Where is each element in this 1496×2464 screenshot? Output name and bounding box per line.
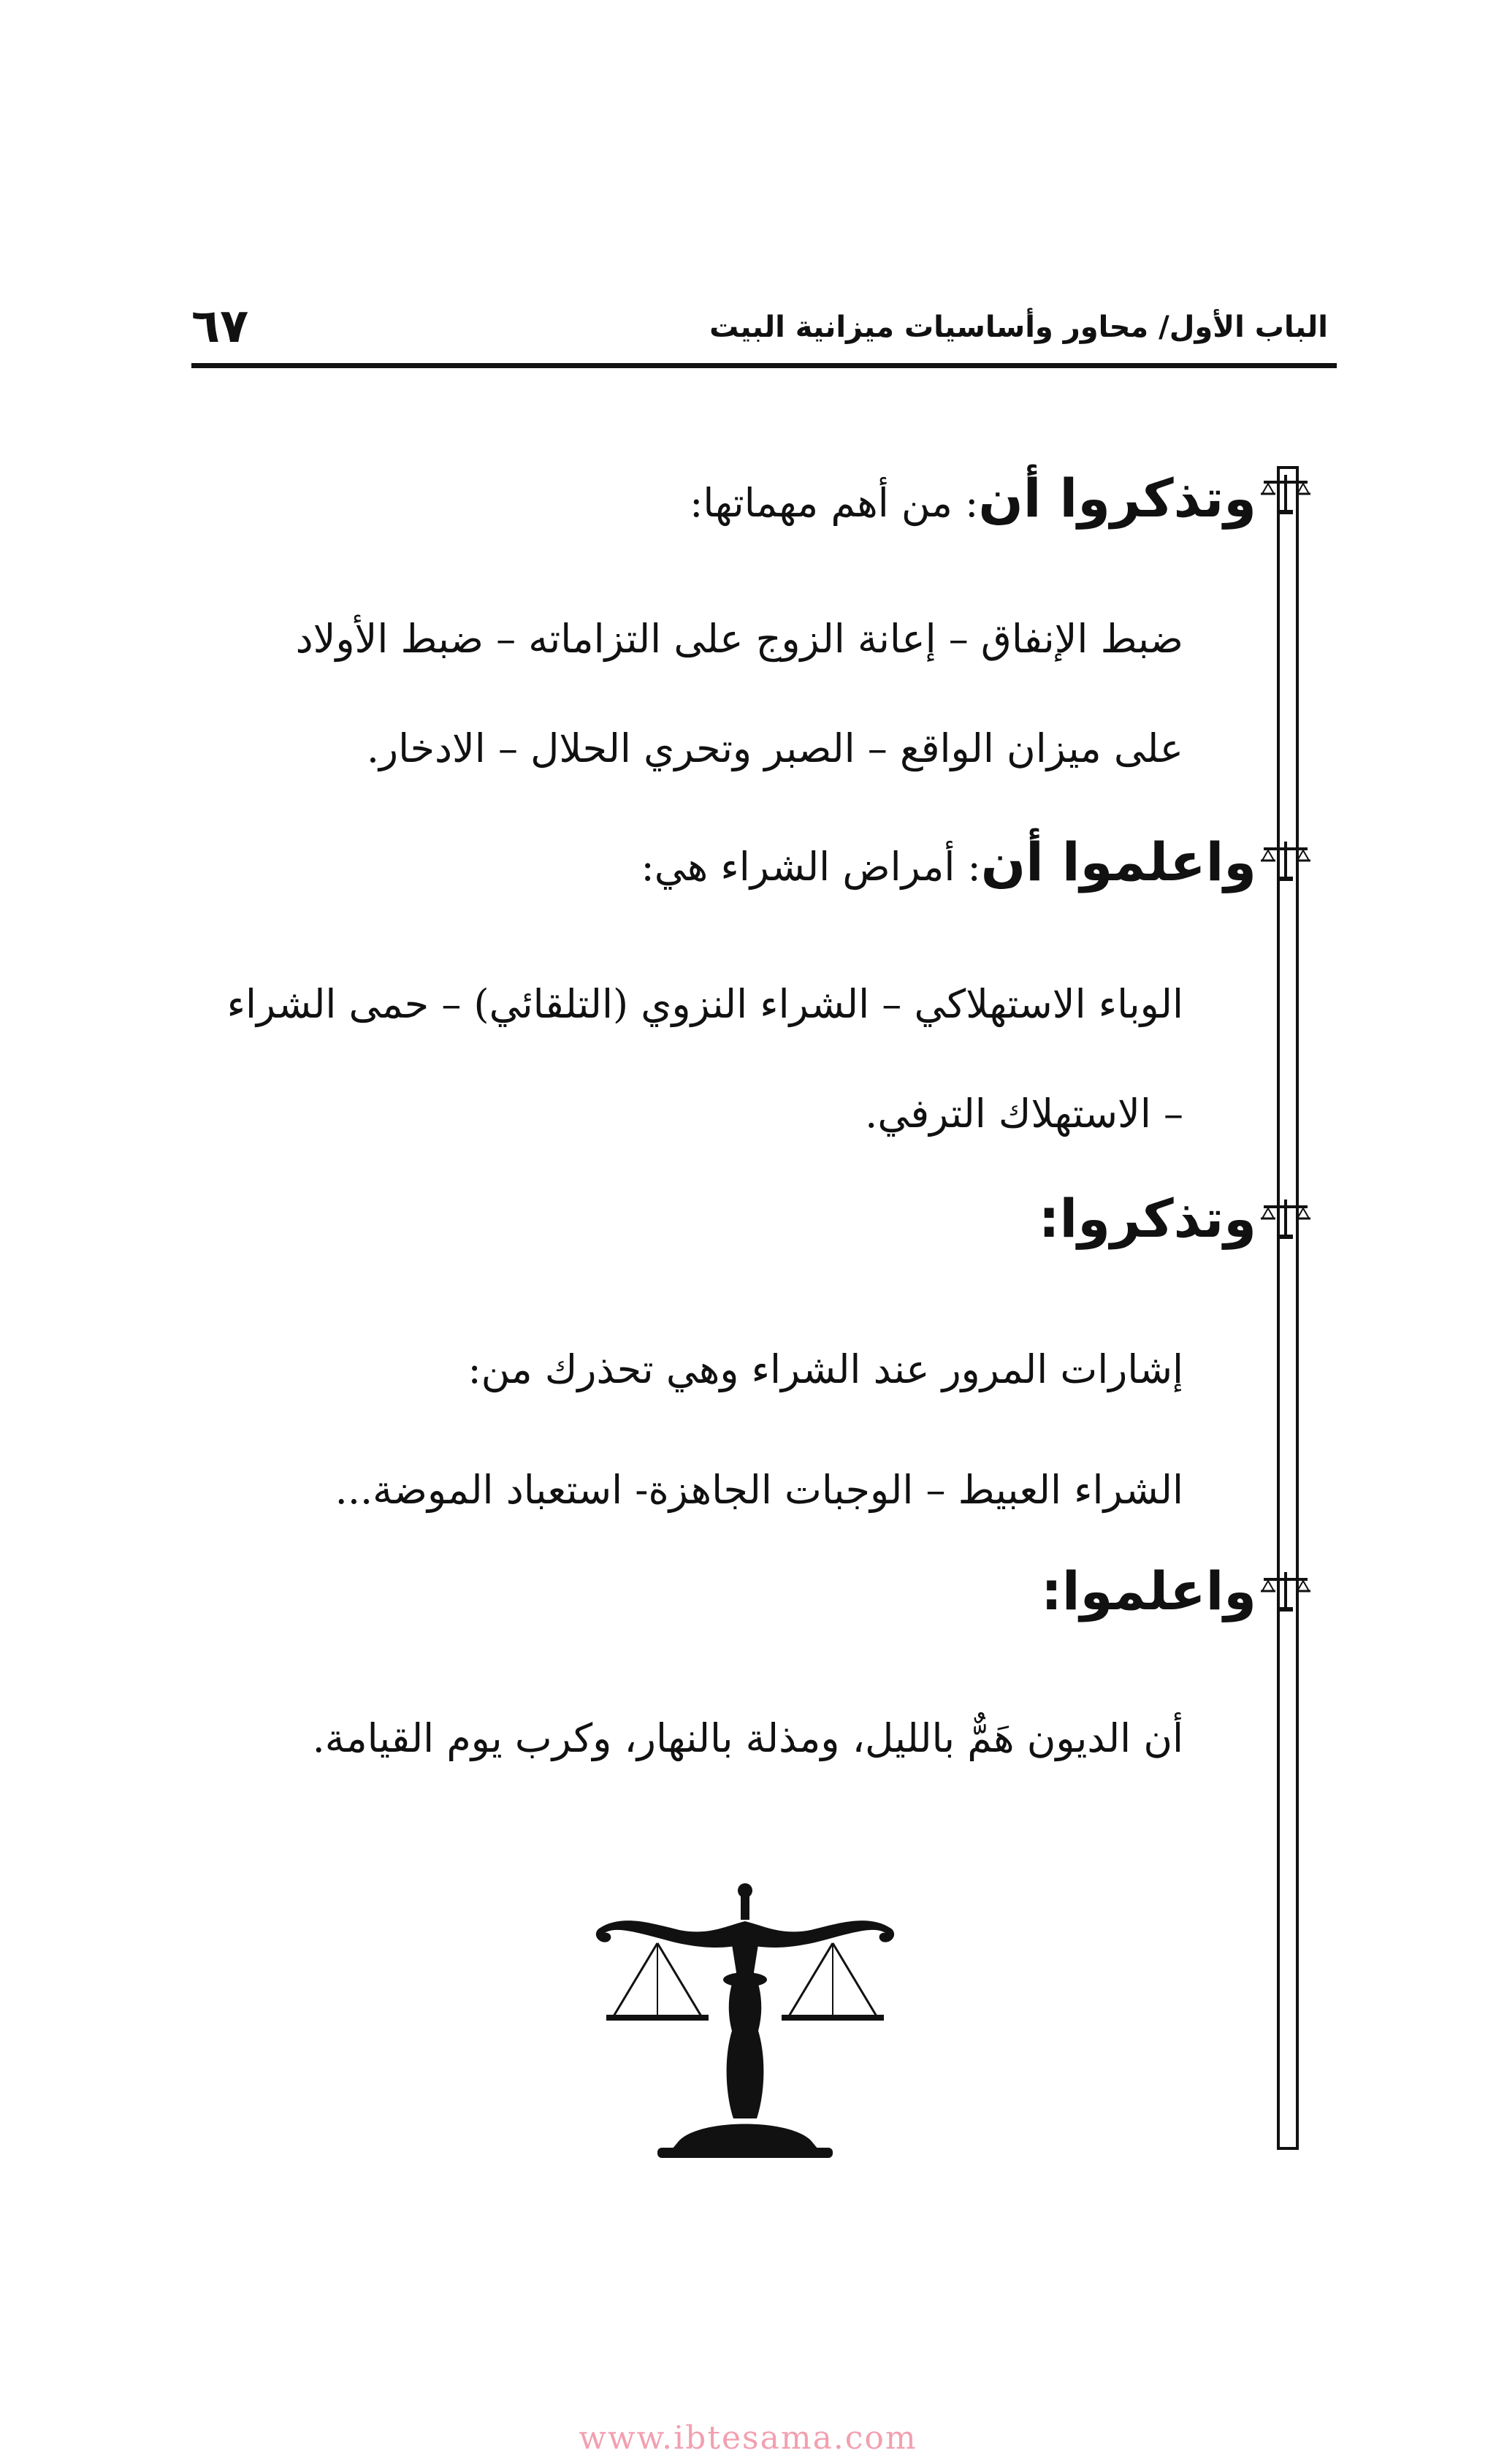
section-heading [641, 831, 1257, 893]
heading-text: : أمراض الشراء هي: [641, 844, 981, 890]
paragraph-line: أن الديون هَمٌّ بالليل، ومذلة بالنهار، وكرب يوم القيامة. [312, 1715, 1183, 1761]
paragraph-line: إشارات المرور عند الشراء وهي تحذرك من: [468, 1346, 1183, 1392]
side-bar [1277, 466, 1299, 2150]
heading-text: : من أهم مهماتها: [690, 480, 979, 526]
balance-scale-icon [1258, 1197, 1313, 1240]
heading-highlight: وتذكروا أن [978, 468, 1256, 529]
running-header-title: الباب الأول/ محاور وأساسيات ميزانية البيت [709, 310, 1328, 344]
paragraph-line: الوباء الاستهلاكي – الشراء النزوي (التلقائي) – حمى الشراء [226, 981, 1183, 1027]
page-number: ٦٧ [191, 300, 249, 354]
heading-highlight: واعلموا أن [980, 831, 1256, 893]
section-heading [690, 468, 1256, 529]
balance-scale-illustration [570, 1877, 920, 2170]
paragraph-line: الشراء العبيط – الوجبات الجاهزة- استعباد الموضة... [335, 1467, 1183, 1513]
paragraph-line: على ميزان الواقع – الصبر وتحري الحلال – الادخار. [366, 725, 1183, 771]
heading-highlight: وتذكروا: [1038, 1188, 1256, 1249]
paragraph-line: – الاستهلاك الترفي. [865, 1091, 1183, 1137]
section-heading [1039, 1188, 1256, 1249]
balance-scale-icon [1258, 472, 1313, 516]
header-rule [191, 363, 1337, 368]
heading-highlight: واعلموا: [1041, 1560, 1256, 1622]
section-heading [1041, 1560, 1256, 1622]
paragraph-line: ضبط الإنفاق – إعانة الزوج على التزاماته – ضبط الأولاد [295, 616, 1183, 662]
balance-scale-icon [1258, 1569, 1313, 1613]
balance-scale-icon [1258, 839, 1313, 882]
footer-url: www.ibtesama.com [579, 2419, 917, 2457]
